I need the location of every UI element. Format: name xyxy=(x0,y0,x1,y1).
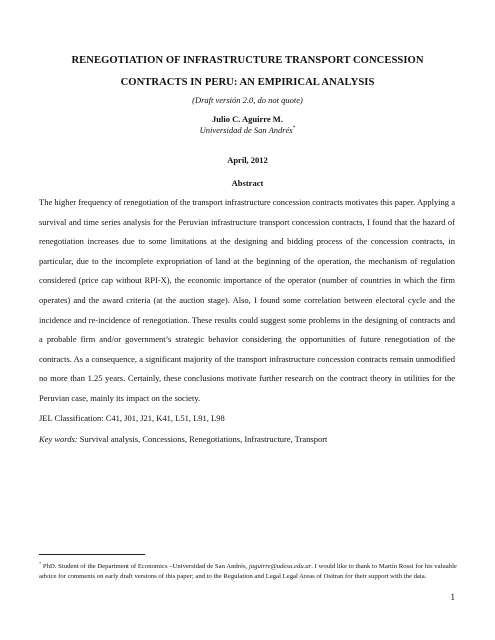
footnote-email-link[interactable]: jaguirre@udesa.edu.ar xyxy=(248,563,312,570)
jel-classification: JEL Classification: C41, J01, J21, K41, L51, L91, L98 xyxy=(39,413,225,423)
footnote-text-before: PhD. Student of the Department of Economics –Universidad de San Andrés, xyxy=(41,563,249,570)
keywords-line xyxy=(39,434,327,444)
author-name: Julio C. Aguirre M. xyxy=(212,114,283,124)
paper-title-line-1: RENEGOTIATION OF INFRASTRUCTURE TRANSPORT CONCESSION xyxy=(71,55,424,66)
abstract-heading: Abstract xyxy=(231,178,264,188)
paper-title-line-2: CONTRACTS IN PERU: AN EMPIRICAL ANALYSIS xyxy=(120,77,375,88)
paper-date: April, 2012 xyxy=(227,155,268,165)
affiliation-text: Universidad de San Andrés xyxy=(199,125,293,135)
keywords-label: Key words: xyxy=(39,434,78,444)
footnote-marker: * xyxy=(39,561,42,566)
keywords-text: Survival analysis, Concessions, Renegotiations, Infrastructure, Transport xyxy=(79,434,328,444)
draft-note: (Draft versión 2.0, do not quote) xyxy=(192,95,303,105)
affiliation-footnote-marker[interactable]: * xyxy=(292,125,296,131)
footnote-text-after: . I would like to thank to Martín Rossi for his valuable advice for comments on early draft versions of this paper; and to the Regulation and Legal Legal Areas of Ositran for their support with the data. xyxy=(39,563,457,581)
footnote-divider xyxy=(39,554,145,555)
author-affiliation xyxy=(40,125,455,135)
abstract-body: The higher frequency of renegotiation of the transport infrastructure concession contracts motivates this paper. Applying a survival and time series analysis for the Peruvian infrastructure transport concession contracts, I found that the hazard of renegotiation increases due to some limitations at the designing and bidding process of the concession contracts, in particular, due to the incomplete expropriation of land at the beginning of the operation, the mechanism of regulation considered (price cap without RPI-X), the economic importance of the operator (number of countries in which the firm operates) and the award criteria (at the auction stage). Also, I found some correlation between electoral cycle and the incidence and re-incidence of renegotiation. These results could suggest some problems in the designing of contracts and a probable firm and/or government’s strategic behavior considering the opportunities of future renegotiation of the contracts. As a consequence, a significant majority of the transport infrastructure concession contracts remain unmodified no more than 1.25 years. Certainly, these conclusions motivate further research on the contract theory in utilities for the Peruvian case, mainly its impact on the society. xyxy=(39,197,455,403)
page-number: 1 xyxy=(450,592,455,602)
footnote xyxy=(39,559,457,582)
